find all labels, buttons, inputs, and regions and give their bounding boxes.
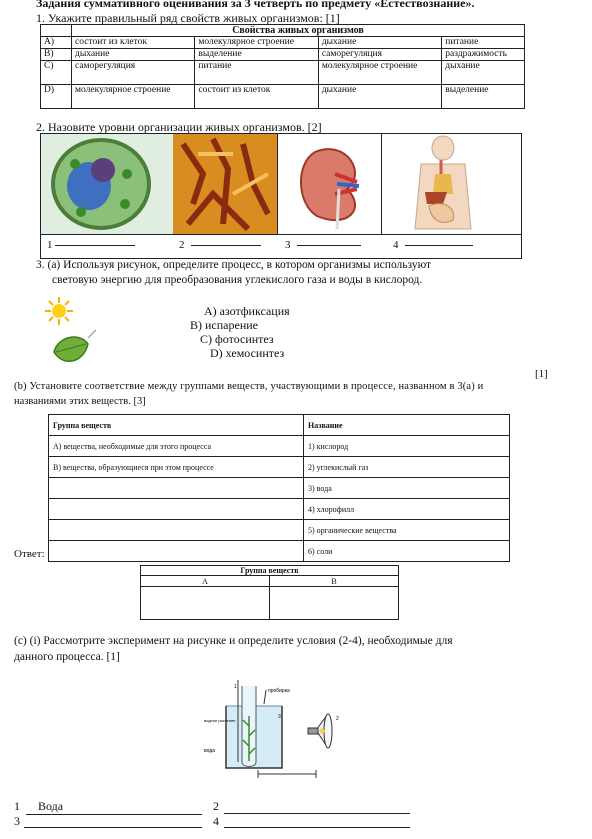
table-row: 3) вода xyxy=(49,478,510,499)
table-row: А) вещества, необходимые для этого процесса 1) кислород xyxy=(49,436,510,457)
svg-text:пробирка: пробирка xyxy=(268,688,290,694)
svg-text:3: 3 xyxy=(278,714,281,720)
table-row: A) состоит из клеток молекулярное строение дыхание питание xyxy=(41,37,525,49)
table-row: C) саморегуляция питание молекулярное строение дыхание xyxy=(41,61,525,85)
option-a[interactable]: A) азотфиксация xyxy=(204,304,290,318)
question-3a-line1: 3. (a) Используя рисунок, определите процесс, в котором организмы используют xyxy=(36,259,432,271)
properties-table xyxy=(40,24,525,109)
answer-field-2[interactable] xyxy=(224,813,410,814)
experiment-diagram xyxy=(196,676,366,786)
answer-field-3[interactable] xyxy=(24,827,202,828)
table-row: 5) органические вещества xyxy=(49,520,510,541)
question-3b-line2: названиями этих веществ. [3] xyxy=(14,396,146,407)
svg-text:вода: вода xyxy=(204,748,215,754)
page-title: Задания суммативного оценивания за 3 четверть по предмету «Естествознание». xyxy=(36,0,475,10)
sun-icon xyxy=(44,296,74,326)
option-d[interactable]: D) хемосинтез xyxy=(210,346,285,360)
table-row: В) вещества, образующиеся при этом процессе 2) углекислый газ xyxy=(49,457,510,478)
question-3c-line2: данного процесса. [1] xyxy=(14,651,120,663)
answer-table: Группа веществ А В xyxy=(140,565,399,620)
answer-line-3[interactable] xyxy=(297,245,361,246)
leaf-icon xyxy=(50,330,100,370)
table-row: B) дыхание выделение саморегуляция раздражимость xyxy=(41,49,525,61)
question-3c-line1: (c) (i) Рассмотрите эксперимент на рисунке и определите условия (2-4), необходимые для xyxy=(14,635,453,647)
question-2: 2. Назовите уровни организации живых организмов. [2] xyxy=(36,120,322,134)
option-c[interactable]: C) фотосинтез xyxy=(200,332,274,346)
table-row: 4) хлорофилл xyxy=(49,499,510,520)
answer-line-2[interactable] xyxy=(191,245,261,246)
points-label: [1] xyxy=(535,368,548,380)
tissue-image xyxy=(173,134,278,234)
answer-cell-a[interactable] xyxy=(141,587,270,620)
plant-cell-image xyxy=(41,134,174,234)
answer-line-1[interactable] xyxy=(55,245,135,246)
answer-field-1[interactable]: Вода xyxy=(26,799,202,815)
svg-text:1: 1 xyxy=(234,684,237,690)
answer-label: Ответ: xyxy=(14,548,45,560)
levels-answer-row: 1 2 3 4 xyxy=(41,234,521,258)
matching-table: Группа веществ Название А) вещества, необходимые для этого процесса 1) кислород В) вещества, образующиеся при этом процессе 2) углекислый газ 3) вода 4) хлорофилл 5) органические вещества 6) соли xyxy=(48,414,510,562)
organ-system-image xyxy=(381,134,521,234)
option-b[interactable]: B) испарение xyxy=(190,318,258,332)
svg-text:2: 2 xyxy=(336,716,339,722)
question-3a-line2: световую энергию для преобразования углекислого газа и воды в кислород. xyxy=(52,274,423,286)
table-title: Свойства живых организмов xyxy=(72,25,525,37)
answer-options xyxy=(190,304,290,360)
question-1: 1. Укажите правильный ряд свойств живых организмов: [1] xyxy=(36,11,340,25)
table-row: D) молекулярное строение состоит из клеток дыхание выделение xyxy=(41,85,525,109)
answer-field-4[interactable] xyxy=(224,827,410,828)
svg-text:водное растение: водное растение xyxy=(204,718,236,723)
levels-image-grid xyxy=(40,133,522,259)
table-row: 6) соли xyxy=(49,541,510,562)
answer-line-4[interactable] xyxy=(405,245,473,246)
kidney-organ-image xyxy=(277,134,382,234)
question-3b-line1: (b) Установите соответствие между группами веществ, участвующими в процессе, названном в 3(а) и xyxy=(14,381,484,392)
answer-cell-b[interactable] xyxy=(270,587,399,620)
